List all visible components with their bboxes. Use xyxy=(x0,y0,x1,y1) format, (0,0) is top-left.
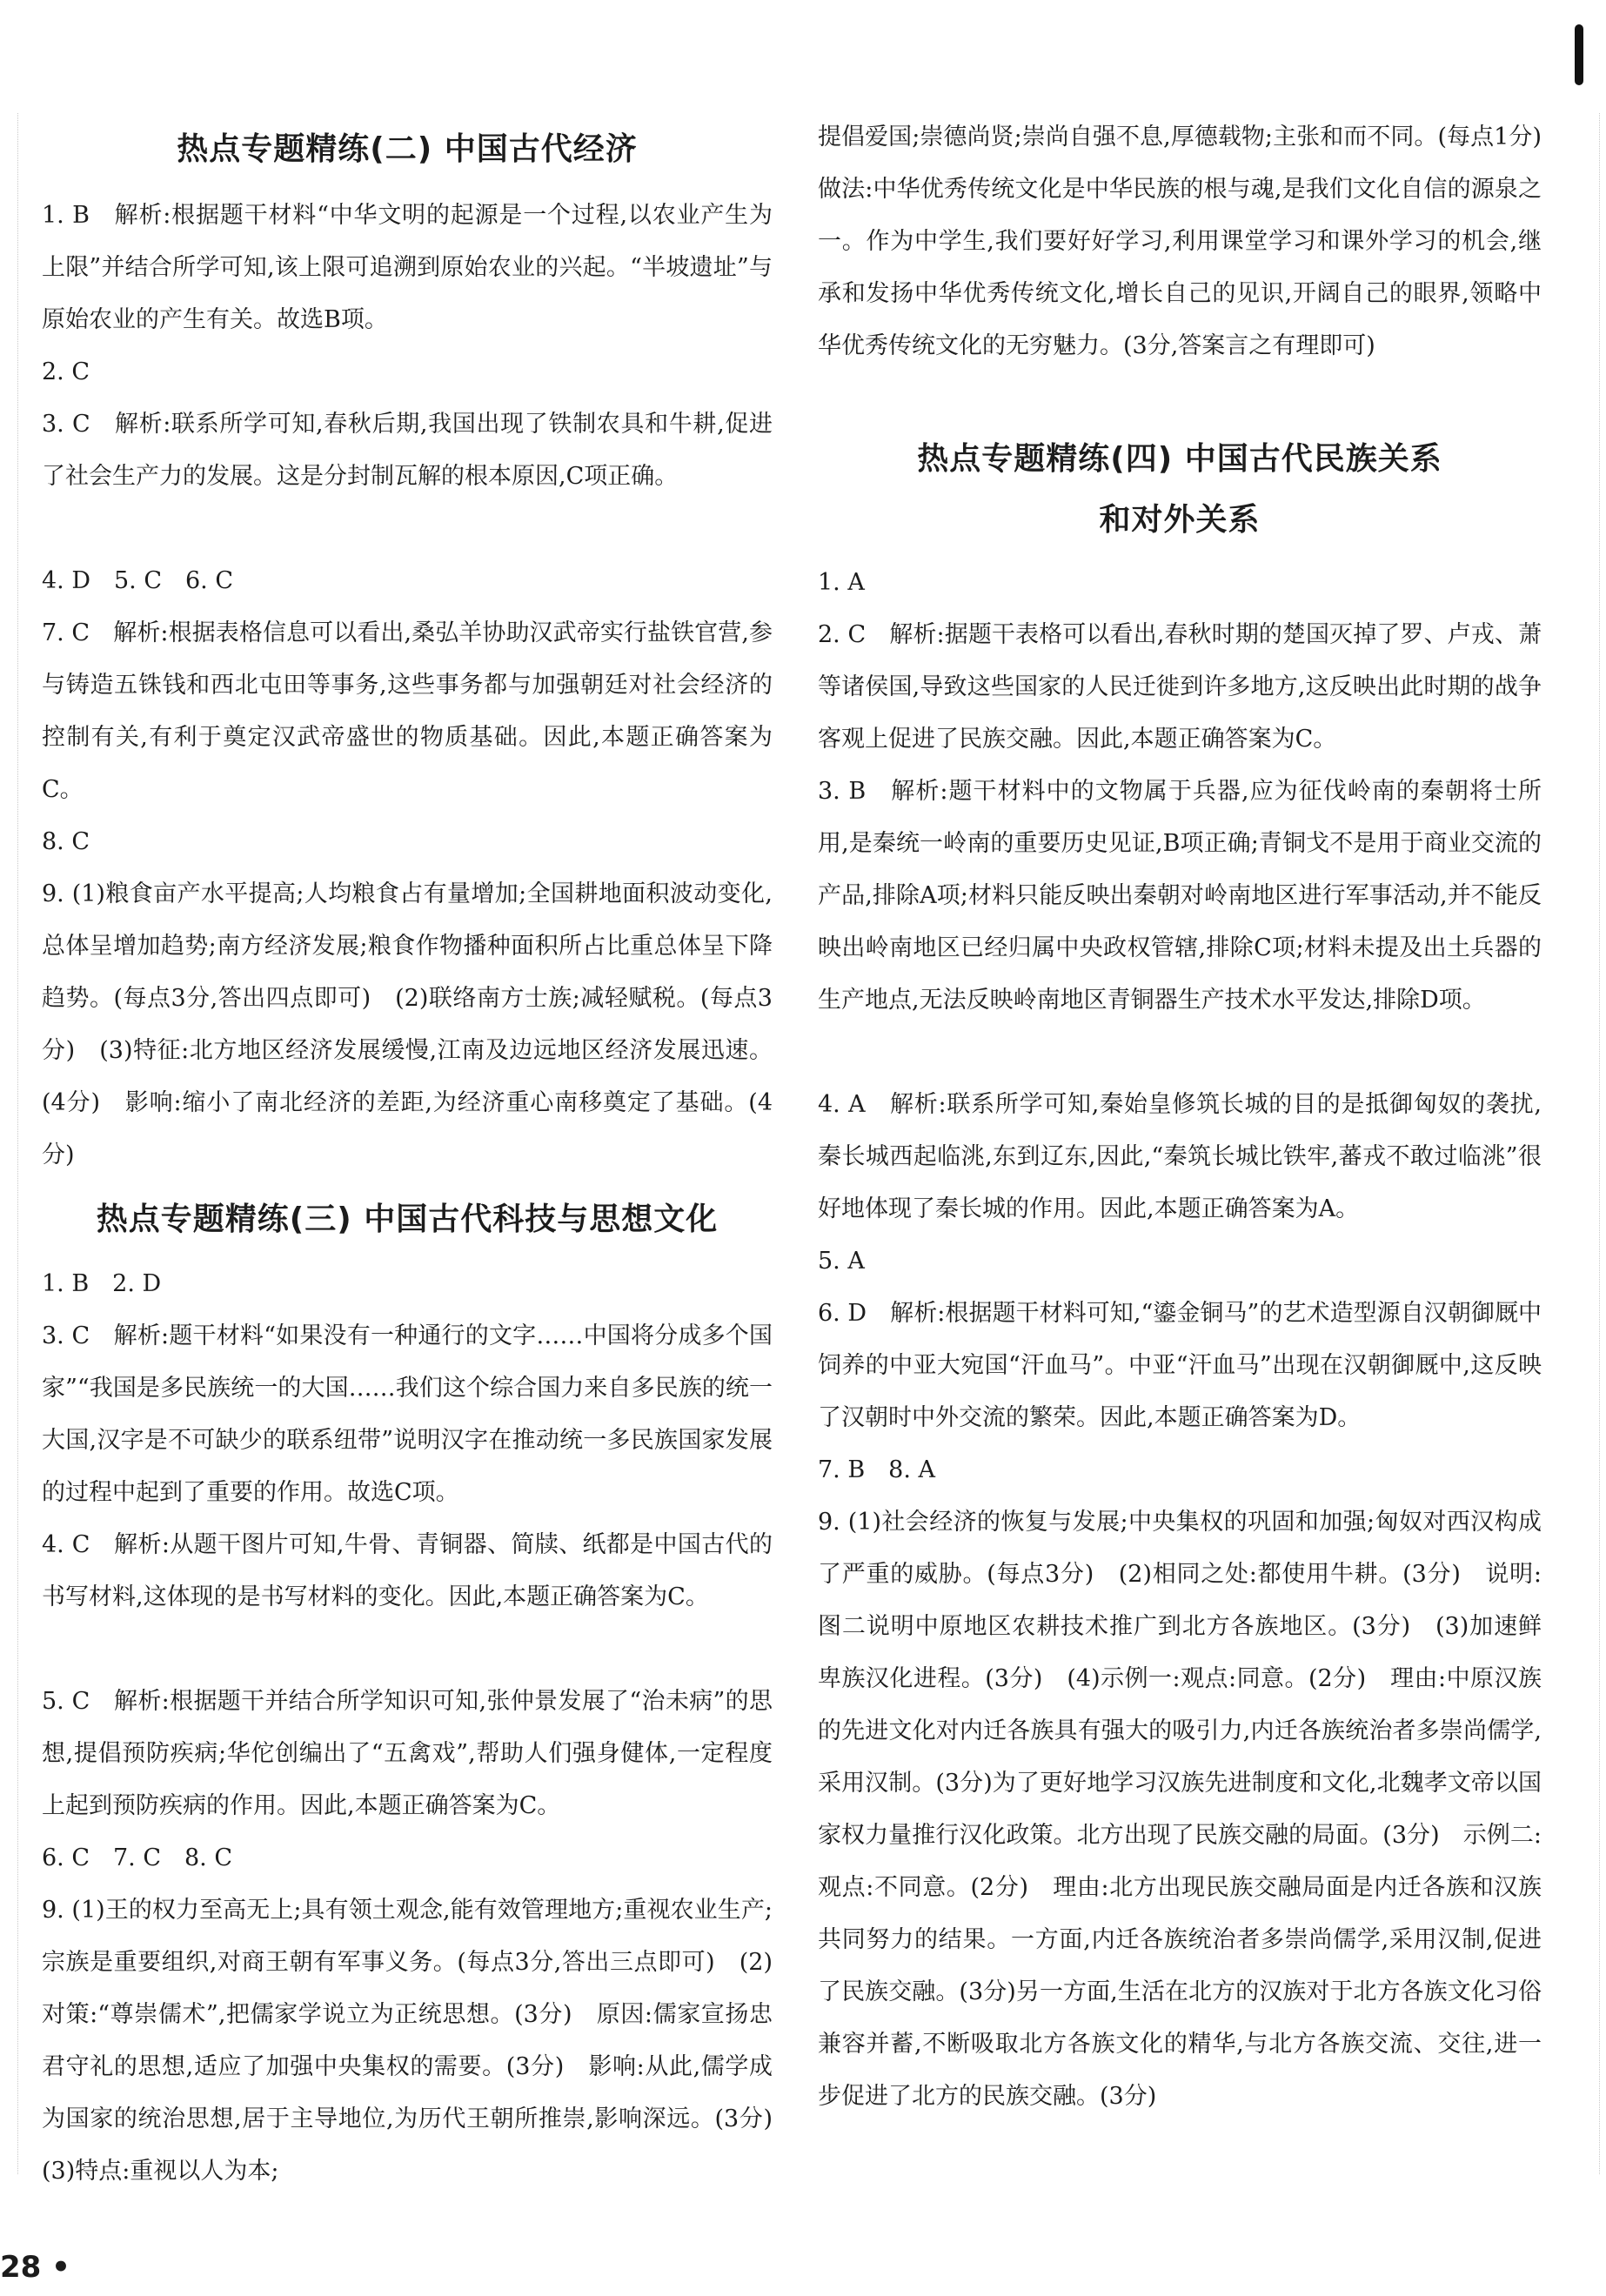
answer-item: 9. (1)粮食亩产水平提高;人均粮食占有量增加;全国耕地面积波动变化,总体呈增加趋势;南方经济发展;粮食作物播种面积所占比重总体呈下降趋势。(每点3分,答出四点即可) (2)联络南方士族;减轻赋税。(每点3分) (3)特征:北方地区经济发展缓慢,江南及边远地区经济发展迅速。(4分) 影响:缩小了南北经济的差距,为经济重心南移奠定了基础。(4分) xyxy=(42,880,773,1168)
answer-item: 2. C 解析:据题干表格可以看出,春秋时期的楚国灭掉了罗、卢戎、萧等诸侯国,导致这些国家的人民迁徙到许多地方,这反映出此时期的战争客观上促进了民族交融。因此,本题正确答案为C。 xyxy=(818,621,1542,753)
section-title-ethnic-foreign-relations-line2: 和对外关系 xyxy=(1099,502,1261,538)
answer-continuation: 提倡爱国;崇德尚贤;崇尚自强不息,厚德载物;主张和而不同。(每点1分) 做法:中华优秀传统文化是中华民族的根与魂,是我们文化自信的源泉之一。作为中学生,我们要好好学习,利用课堂学习和课外学习的机会,继承和发扬中华优秀传统文化,增长自己的见识,开阔自己的眼界,领略中华优秀传统文化的无穷魅力。(3分,答案言之有理即可) xyxy=(818,124,1565,359)
answer-item: 7. B 8. A xyxy=(818,1456,936,1483)
answer-item: 3. B 解析:题干材料中的文物属于兵器,应为征伐岭南的秦朝将士所用,是秦统一岭南的重要历史见证,B项正确;青铜戈不是用于商业交流的产品,排除A项;材料只能反映出秦朝对岭南地区进行军事活动,并不能反映出岭南地区已经归属中央政权管辖,排除C项;材料未提及出土兵器的生产地点,无法反映岭南地区青铜器生产技术水平发达,排除D项。 xyxy=(818,778,1542,1014)
answer-item: 9. (1)社会经济的恢复与发展;中央集权的巩固和加强;匈奴对西汉构成了严重的威胁。(每点3分) (2)相同之处:都使用牛耕。(3分) 说明:图二说明中原地区农耕技术推广到北方各族地区。(3分) (3)加速鲜卑族汉化进程。(3分) (4)示例一:观点:同意。(2分) 理由:中原汉族的先进文化对内迁各族具有强大的吸引力,内迁各族统治者多崇尚儒学,采用汉制。(3分)为了更好地学习汉族先进制度和文化,北魏孝文帝以国家权力量推行汉化政策。北方出现了民族交融的局面。(3分) 示例二:观点:不同意。(2分) 理由:北方出现民族交融局面是内迁各族和汉族共同努力的结果。一方面,内迁各族统治者多崇尚儒学,采用汉制,促进了民族交融。(3分)另一方面,生活在北方的汉族对于北方各族文化习俗兼容并蓄,不断吸取北方各族文化的精华,与北方各族交流、交往,进一步促进了北方的民族交融。(3分) xyxy=(818,1509,1542,2110)
section-title-ethnic-foreign-relations: 热点专题精练(四) 中国古代民族关系 xyxy=(917,441,1442,477)
answer-item: 6. C 7. C 8. C xyxy=(42,1844,233,1871)
section-title-science-culture: 热点专题精练(三) 中国古代科技与思想文化 xyxy=(96,1202,719,1237)
answer-item: 2. C xyxy=(42,358,90,385)
answer-item: 5. A xyxy=(818,1248,865,1275)
answer-item: 8. C xyxy=(42,828,90,855)
left-margin-rule xyxy=(17,113,18,2174)
answer-item: 4. A 解析:联系所学可知,秦始皇修筑长城的目的是抵御匈奴的袭扰,秦长城西起临洮,东到辽东,因此,“秦筑长城比铁牢,蕃戎不敢过临洮”很好地体现了秦长城的作用。因此,本题正确答案为A。 xyxy=(818,1091,1542,1222)
right-margin-rule xyxy=(1599,113,1600,2174)
answer-item: 4. D 5. C 6. C xyxy=(42,567,233,594)
answer-item: 9. (1)王的权力至高无上;具有领土观念,能有效管理地方;重视农业生产;宗族是重要组织,对商王朝有军事义务。(每点3分,答出三点即可) (2)对策:“尊崇儒术”,把儒家学说立为正统思想。(3分) 原因:儒家宣扬忠君守礼的思想,适应了加强中央集权的需要。(3分) 影响:从此,儒学成为国家的统治思想,居于主导地位,为历代王朝所推崇,影响深远。(3分) (3)特点:重视以人为本; xyxy=(42,1897,796,2185)
answer-item: 1. A xyxy=(818,569,865,596)
binding-edge-mark xyxy=(1575,24,1583,85)
answer-item: 5. C 解析:根据题干并结合所学知识可知,张仲景发展了“治未病”的思想,提倡预防疾病;华佗创编出了“五禽戏”,帮助人们强身健体,一定程度上起到预防疾病的作用。因此,本题正确答案为C。 xyxy=(42,1688,773,1819)
answer-item: 3. C 解析:联系所学可知,春秋后期,我国出现了铁制农具和牛耕,促进了社会生产力的发展。这是分封制瓦解的根本原因,C项正确。 xyxy=(42,411,773,490)
answer-item: 4. C 解析:从题干图片可知,牛骨、青铜器、简牍、纸都是中国古代的书写材料,这体现的是书写材料的变化。因此,本题正确答案为C。 xyxy=(42,1531,773,1610)
page-number: 28 • xyxy=(0,2250,70,2285)
section-title-economy: 热点专题精练(二) 中国古代经济 xyxy=(177,131,638,167)
answer-item: 7. C 解析:根据表格信息可以看出,桑弘羊协助汉武帝实行盐铁官营,参与铸造五铢钱和西北屯田等事务,这些事务都与加强朝廷对社会经济的控制有关,有利于奠定汉武帝盛世的物质基础。因此,本题正确答案为C。 xyxy=(42,619,773,803)
answer-item: 3. C 解析:题干材料“如果没有一种通行的文字……中国将分成多个国家”“我国是多民族统一的大国……我们这个综合国力来自多民族的统一大国,汉字是不可缺少的联系纽带”说明汉字在推动统一多民族国家发展的过程中起到了重要的作用。故选C项。 xyxy=(42,1322,773,1506)
answer-item: 1. B 解析:根据题干材料“中华文明的起源是一个过程,以农业产生为上限”并结合所学可知,该上限可追溯到原始农业的兴起。“半坡遗址”与原始农业的产生有关。故选B项。 xyxy=(42,202,773,333)
answer-item: 6. D 解析:根据题干材料可知,“鎏金铜马”的艺术造型源自汉朝御厩中饲养的中亚大宛国“汗血马”。中亚“汗血马”出现在汉朝御厩中,这反映了汉朝时中外交流的繁荣。因此,本题正确答案为D。 xyxy=(818,1300,1542,1431)
answer-item: 1. B 2. D xyxy=(42,1270,162,1297)
